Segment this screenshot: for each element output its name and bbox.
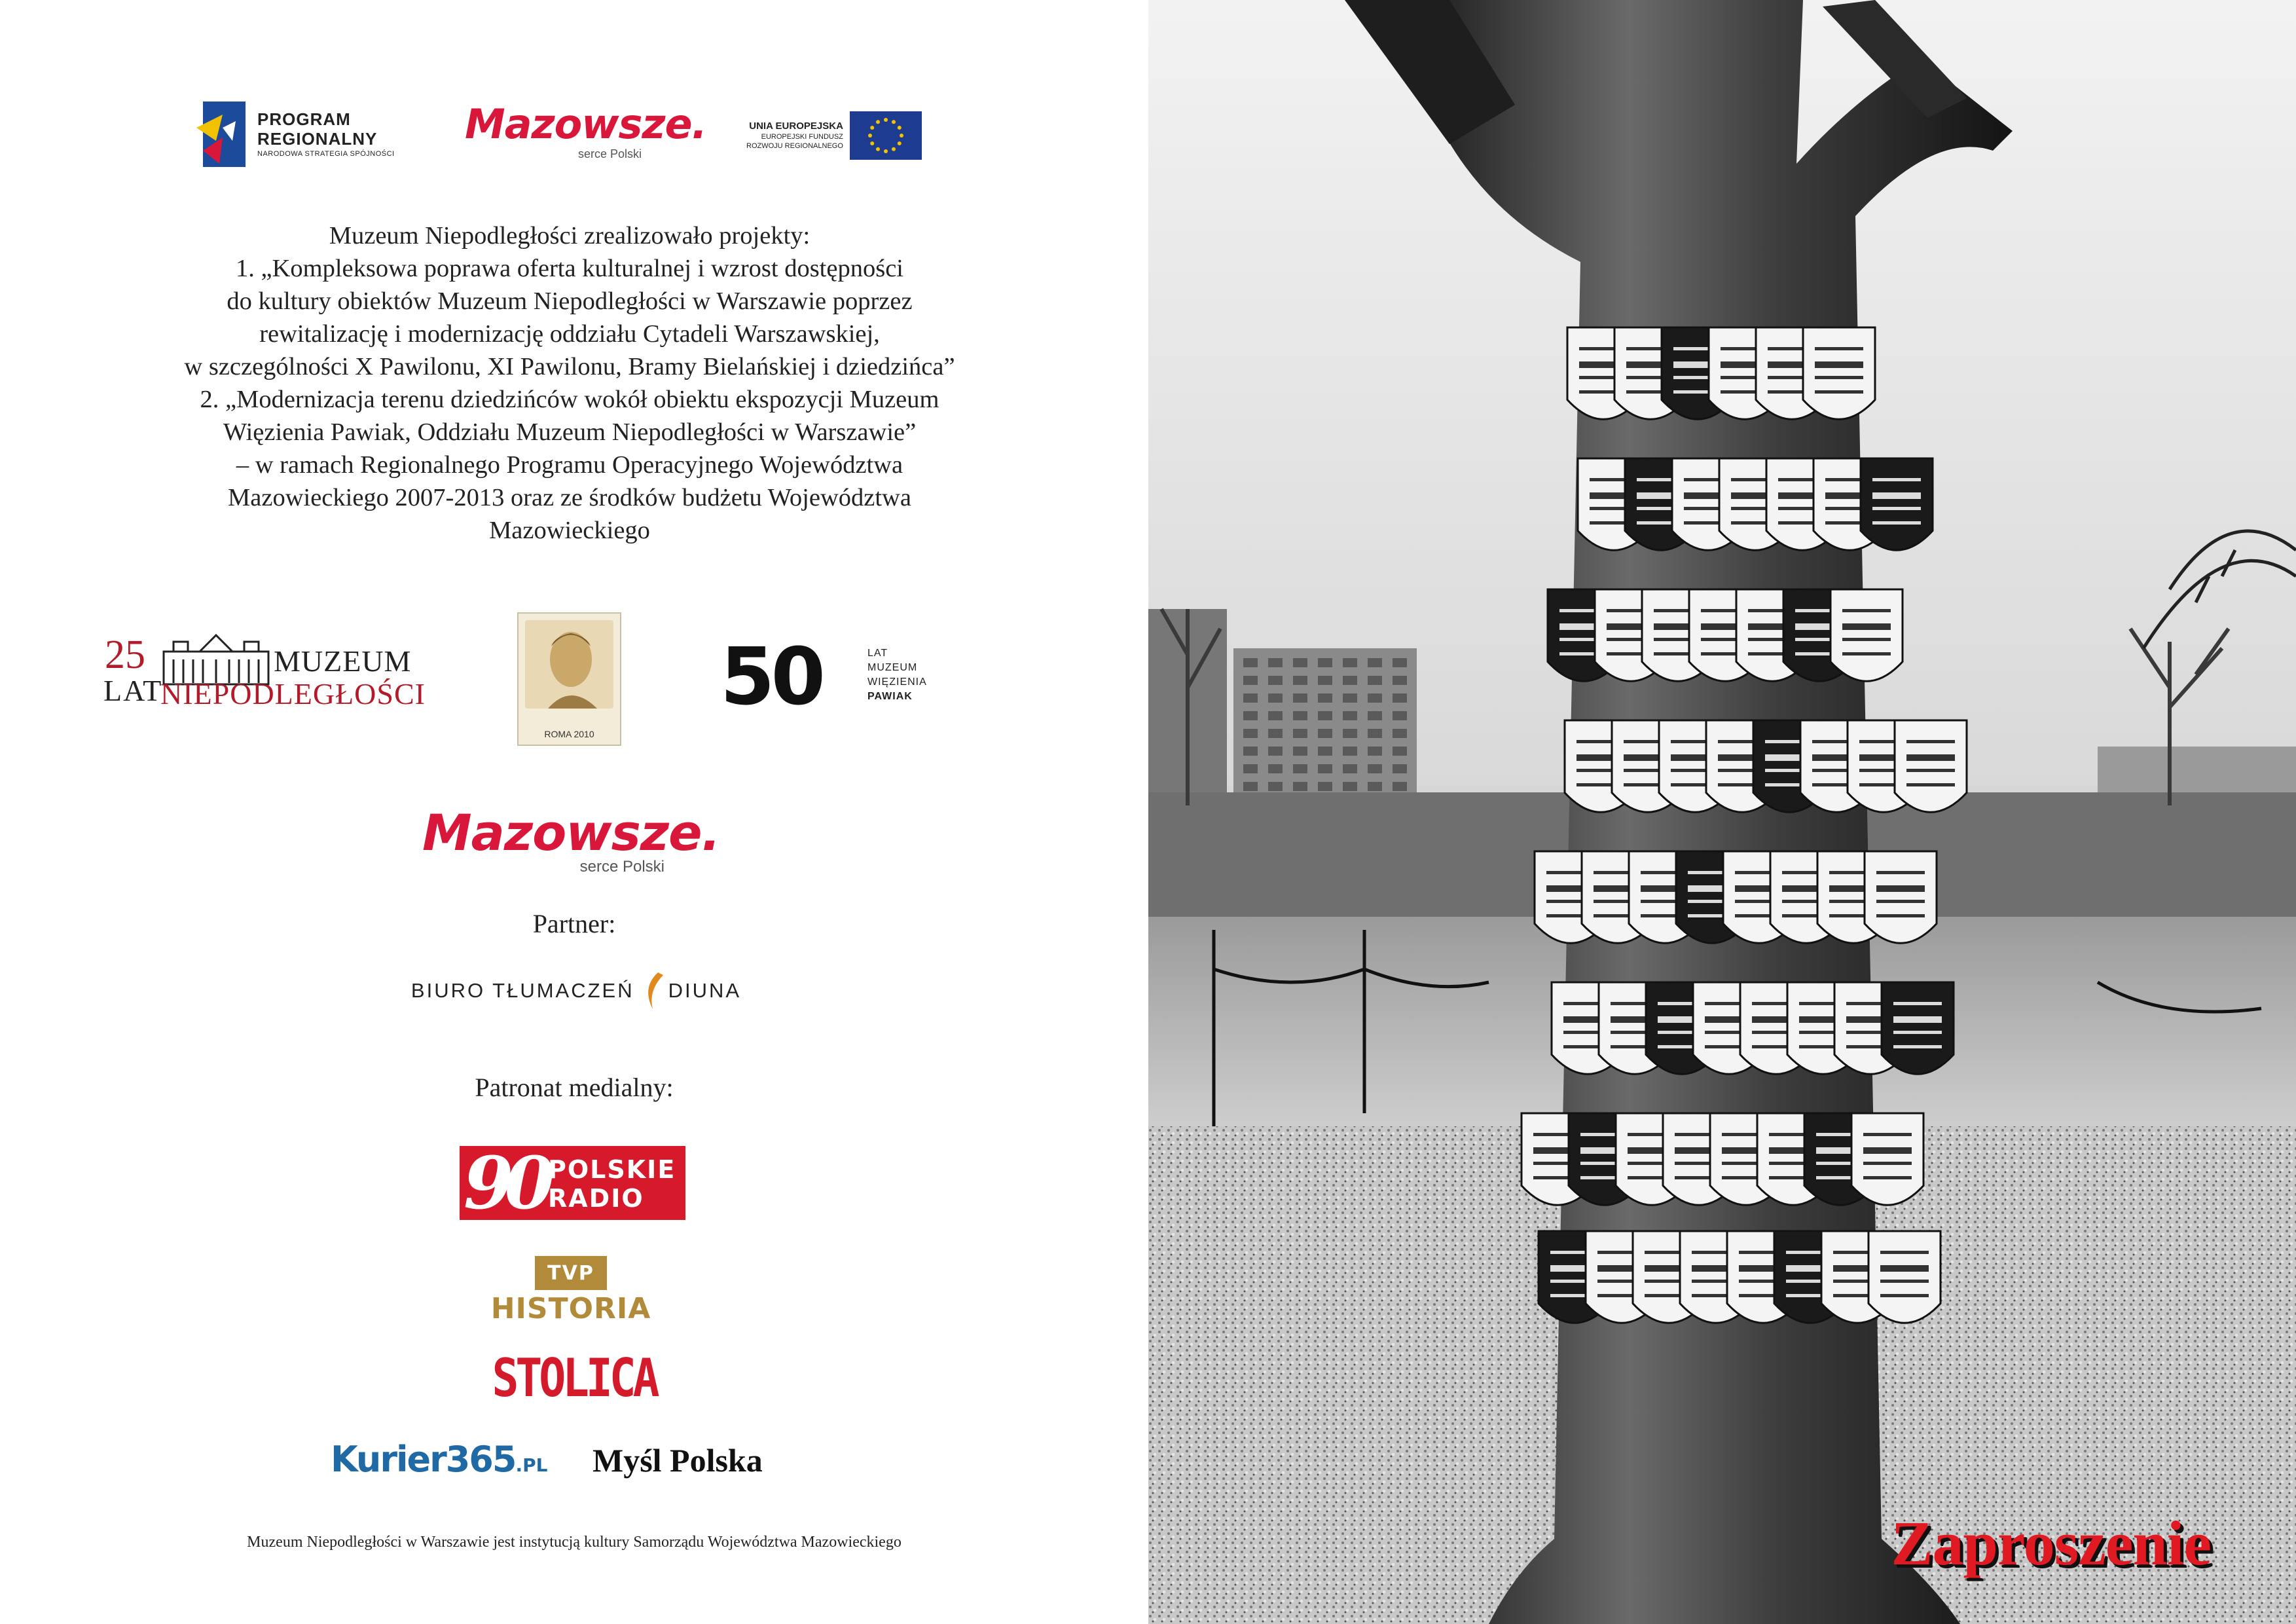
building-window bbox=[1368, 711, 1382, 720]
building-window bbox=[1343, 711, 1357, 720]
kurier365-logo bbox=[331, 1437, 553, 1483]
memorial-plaque bbox=[1895, 720, 1967, 812]
pawiak-line: PAWIAK bbox=[867, 691, 913, 702]
building-window bbox=[1293, 693, 1307, 703]
muzeum-word: MUZEUM bbox=[274, 644, 412, 678]
mazowsze-sub: serce Polski bbox=[577, 147, 642, 160]
intro-line: w szczególności X Pawilonu, XI Pawilonu, Bramy Bielańskiej i dziedzińca” bbox=[184, 353, 955, 380]
stolica-logo: STOLICA bbox=[492, 1348, 657, 1409]
building-window bbox=[1343, 729, 1357, 738]
building-window bbox=[1243, 764, 1258, 773]
building-window bbox=[1243, 729, 1258, 738]
eu-star-icon bbox=[892, 147, 896, 151]
eu-line3: ROZWOJU REGIONALNEGO bbox=[746, 142, 843, 150]
muzeum-25: 25 bbox=[105, 633, 145, 677]
program-line1: PROGRAM bbox=[257, 109, 351, 129]
polskie-radio-90: 90 bbox=[464, 1141, 546, 1225]
building-window bbox=[1243, 693, 1258, 703]
memorial-plaque bbox=[1851, 1113, 1923, 1205]
intro-line: Więzienia Pawiak, Oddziału Muzeum Niepodległości w Warszawie” bbox=[223, 418, 917, 446]
building-window bbox=[1243, 782, 1258, 791]
intro-line: 1. „Kompleksowa poprawa oferta kulturalnej i wzrost dostępności bbox=[236, 255, 903, 282]
building-window bbox=[1393, 676, 1407, 685]
intro-line: Mazowieckiego 2007-2013 oraz ze środków budżetu Województwa bbox=[228, 484, 911, 511]
biuro-diuna-logo bbox=[393, 968, 759, 1014]
memorial-plaque bbox=[1868, 1231, 1941, 1323]
tvp-historia-logo bbox=[489, 1256, 653, 1328]
pawiak-tree-photo bbox=[1148, 0, 2296, 1624]
building-window bbox=[1343, 764, 1357, 773]
building-window bbox=[1393, 782, 1407, 791]
eu-star-icon bbox=[898, 126, 902, 130]
mazowsze-logo-small bbox=[465, 101, 714, 167]
building-window bbox=[1368, 693, 1382, 703]
building-window bbox=[1343, 676, 1357, 685]
intro-line: Mazowieckiego bbox=[489, 517, 650, 544]
building-window bbox=[1243, 747, 1258, 756]
program-sub: NARODOWA STRATEGIA SPÓJNOŚCI bbox=[257, 150, 395, 158]
eu-flag-icon bbox=[850, 111, 922, 160]
funding-logos-row bbox=[196, 98, 969, 170]
muzeum-niepodleglosci-logo bbox=[98, 632, 426, 717]
building-window bbox=[1268, 711, 1283, 720]
muzeum-lat: LAT bbox=[103, 674, 163, 707]
building-window bbox=[1268, 693, 1283, 703]
organizer-logos-row bbox=[92, 609, 943, 753]
building-window bbox=[1368, 764, 1382, 773]
mysl-polska-logo: Myśl Polska bbox=[592, 1442, 763, 1479]
diuna-swoosh-icon bbox=[638, 971, 665, 1010]
biuro-left-text: BIURO TŁUMACZEŃ bbox=[410, 979, 634, 1002]
pawiak-line: LAT bbox=[867, 648, 888, 659]
projects-description bbox=[85, 219, 1054, 547]
building-window bbox=[1293, 658, 1307, 667]
chopin-portrait-icon bbox=[525, 620, 613, 709]
building-window bbox=[1368, 658, 1382, 667]
pawiak-line: MUZEUM bbox=[867, 662, 918, 673]
mazowsze-word: Mazowsze. bbox=[465, 100, 707, 148]
building-window bbox=[1393, 658, 1407, 667]
building-window bbox=[1318, 729, 1332, 738]
patronat-label: Patronat medialny: bbox=[475, 1073, 674, 1102]
building-window bbox=[1293, 711, 1307, 720]
building-window bbox=[1293, 782, 1307, 791]
memorial-plaque bbox=[1865, 851, 1937, 943]
eu-logo bbox=[746, 111, 922, 160]
building-window bbox=[1343, 782, 1357, 791]
building-window bbox=[1393, 693, 1407, 703]
building-window bbox=[1318, 782, 1332, 791]
building-window bbox=[1343, 747, 1357, 756]
building-window bbox=[1268, 729, 1283, 738]
building-window bbox=[1268, 658, 1283, 667]
building-window bbox=[1268, 747, 1283, 756]
pawiak-50-number: 50 bbox=[720, 632, 822, 723]
building-window bbox=[1243, 711, 1258, 720]
program-line2: REGIONALNY bbox=[257, 129, 378, 149]
intro-line: – w ramach Regionalnego Programu Operacyjnego Województwa bbox=[236, 451, 903, 479]
building-window bbox=[1293, 747, 1307, 756]
pawiak-line: WIĘZIENIA bbox=[867, 676, 927, 688]
polskie-radio-line1: POLSKIE bbox=[548, 1155, 676, 1184]
eu-star-icon bbox=[884, 149, 888, 153]
muzeum-niepodleglosci: NIEPODLEGŁOŚCI bbox=[160, 677, 426, 710]
eu-star-icon bbox=[868, 134, 872, 138]
eu-star-icon bbox=[870, 126, 874, 130]
eu-line1: UNIA EUROPEJSKA bbox=[749, 120, 843, 132]
program-regionalny-star-icon bbox=[196, 101, 246, 167]
biuro-right-text: DIUNA bbox=[668, 979, 742, 1002]
tvp-historia-text: HISTORIA bbox=[490, 1292, 651, 1325]
building-window bbox=[1368, 729, 1382, 738]
footer-note: Muzeum Niepodległości w Warszawie jest instytucją kultury Samorządu Województwa Mazowieckiego bbox=[247, 1534, 902, 1551]
building-window bbox=[1393, 764, 1407, 773]
building-window bbox=[1393, 711, 1407, 720]
intro-line: 2. „Modernizacja terenu dziedzińców wokół obiektu ekspozycji Muzeum bbox=[200, 386, 939, 413]
building-window bbox=[1293, 676, 1307, 685]
polskie-radio-line2: RADIO bbox=[548, 1184, 644, 1213]
intro-line: rewitalizację i modernizację oddziału Cytadeli Warszawskiej, bbox=[259, 320, 880, 348]
mazowsze-word-large: Mazowsze. bbox=[422, 803, 720, 862]
building-window bbox=[1368, 676, 1382, 685]
memorial-plaque bbox=[1861, 458, 1933, 550]
tvp-box: TVP bbox=[535, 1256, 607, 1290]
building-window bbox=[1318, 711, 1332, 720]
building-window bbox=[1318, 764, 1332, 773]
chopin-stamp-logo bbox=[517, 612, 621, 746]
eu-star-icon bbox=[876, 147, 880, 151]
building-window bbox=[1393, 747, 1407, 756]
intro-line: Muzeum Niepodległości zrealizowało projekty: bbox=[329, 222, 811, 249]
polskie-radio-logo bbox=[460, 1141, 685, 1225]
eu-star-icon bbox=[870, 141, 874, 145]
eu-star-icon bbox=[892, 120, 896, 124]
building-window bbox=[1243, 676, 1258, 685]
chopin-label: ROMA 2010 bbox=[544, 729, 594, 739]
building-window bbox=[1343, 658, 1357, 667]
memorial-plaque bbox=[1803, 327, 1875, 419]
eu-star-icon bbox=[884, 118, 888, 122]
building-window bbox=[1318, 676, 1332, 685]
building-window bbox=[1343, 693, 1357, 703]
building-window bbox=[1293, 729, 1307, 738]
pawiak-50-logo bbox=[720, 632, 943, 724]
building-window bbox=[1368, 782, 1382, 791]
cover-title: Zaproszenie bbox=[1891, 1508, 2211, 1578]
building-window bbox=[1393, 729, 1407, 738]
eu-star-icon bbox=[898, 141, 902, 145]
eu-star-icon bbox=[900, 134, 903, 138]
kurier-pl: .PL bbox=[515, 1454, 548, 1476]
partner-label: Partner: bbox=[532, 909, 616, 938]
program-regionalny-logo bbox=[196, 98, 395, 170]
building-window bbox=[1318, 658, 1332, 667]
building-window bbox=[1293, 764, 1307, 773]
memorial-plaque bbox=[1831, 589, 1903, 681]
mazowsze-sub-large: serce Polski bbox=[579, 858, 665, 876]
memorial-plaque bbox=[1882, 982, 1954, 1074]
eu-line2: EUROPEJSKI FUNDUSZ bbox=[761, 133, 843, 141]
building-window bbox=[1318, 693, 1332, 703]
building-window bbox=[1268, 782, 1283, 791]
building-window bbox=[1268, 764, 1283, 773]
building-window bbox=[1243, 658, 1258, 667]
kurier-text: Kurier365 bbox=[331, 1439, 516, 1480]
building-window bbox=[1368, 747, 1382, 756]
intro-line: do kultury obiektów Muzeum Niepodległości w Warszawie poprzez bbox=[227, 287, 913, 315]
invitation-cover-page bbox=[1148, 0, 2296, 1624]
building-window bbox=[1268, 676, 1283, 685]
building-window bbox=[1318, 747, 1332, 756]
eu-star-icon bbox=[876, 120, 880, 124]
mazowsze-logo-large bbox=[422, 805, 737, 877]
